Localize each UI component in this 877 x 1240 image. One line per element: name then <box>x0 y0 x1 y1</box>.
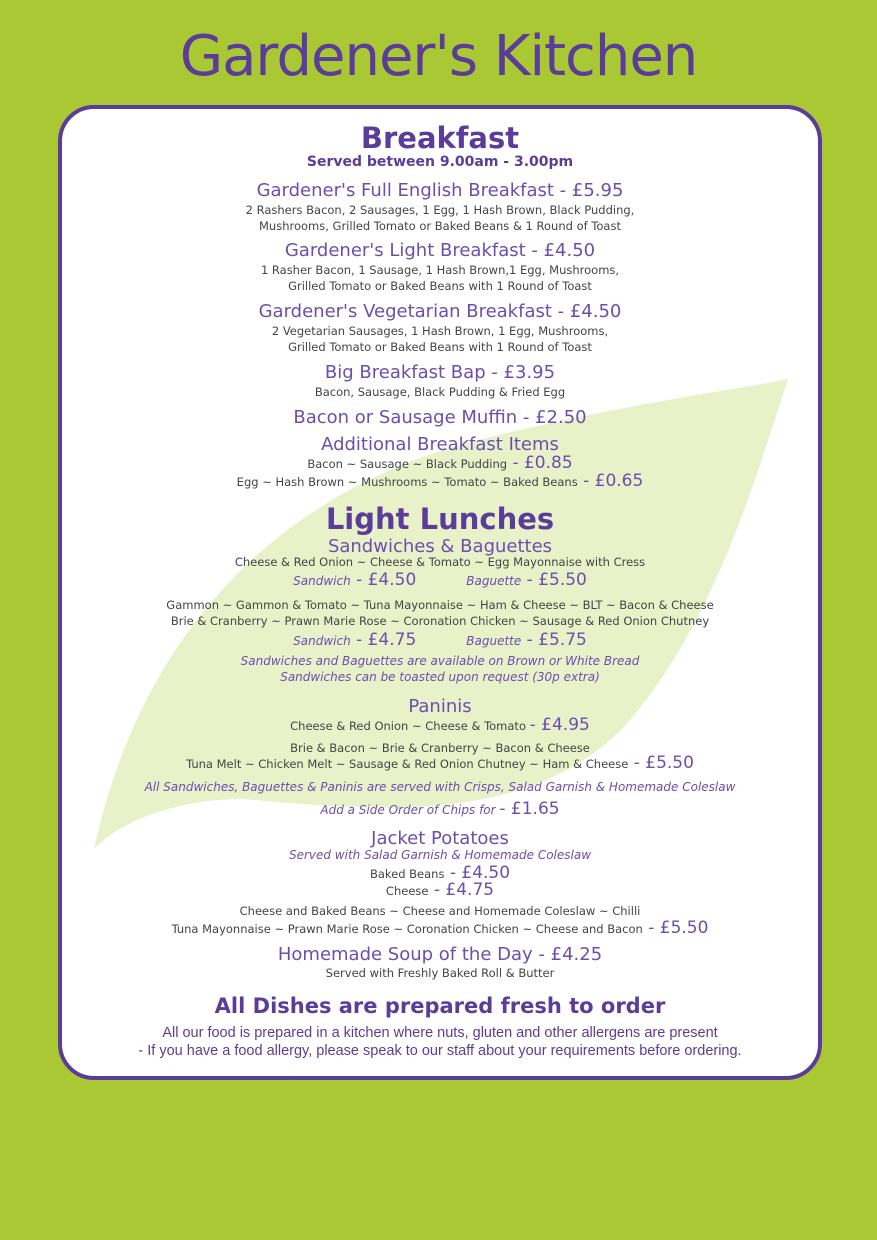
panini-row <box>62 755 818 772</box>
menu-item-title: Bacon or Sausage Muffin - £2.50 <box>293 407 587 428</box>
jacket-row <box>62 920 818 937</box>
breakfast-hours: Served between 9.00am - 3.00pm <box>306 154 574 170</box>
item-list: Cheese & Red Onion ~ Cheese & Tomato <box>290 719 530 733</box>
item-list: Tuna Mayonnaise ~ Prawn Marie Rose ~ Coronation Chicken ~ Cheese and Bacon <box>171 922 643 936</box>
menu-item-title: Big Breakfast Bap - £3.95 <box>324 362 556 383</box>
jacket-row <box>62 882 818 899</box>
additional-row <box>62 473 818 490</box>
panini-row <box>62 717 818 734</box>
sandwich-list: Cheese & Red Onion ~ Cheese & Tomato ~ Egg Mayonnaise with Cress <box>234 555 646 569</box>
menu-item-title: Gardener's Vegetarian Breakfast - £4.50 <box>258 301 622 322</box>
menu-item-desc: Bacon, Sausage, Black Pudding & Fried Egg <box>314 385 566 399</box>
sandwich-list: Brie & Cranberry ~ Prawn Marie Rose ~ Coronation Chicken ~ Sausage & Red Onion Chutney <box>170 614 710 628</box>
price: - £4.95 <box>529 715 590 735</box>
label: Sandwich <box>293 634 351 648</box>
price: - £5.75 <box>521 630 587 650</box>
price: - £0.65 <box>577 471 644 491</box>
breakfast-heading: Breakfast <box>360 121 520 155</box>
price: - £4.50 <box>444 863 511 883</box>
price-row <box>62 632 818 649</box>
menu-item-desc: 2 Rashers Bacon, 2 Sausages, 1 Egg, 1 Hash Brown, Black Pudding, <box>245 203 635 217</box>
price: - £1.65 <box>499 799 560 819</box>
menu-card <box>58 105 822 1080</box>
soup-title: Homemade Soup of the Day - £4.25 <box>277 944 603 965</box>
menu-item-desc: Grilled Tomato or Baked Beans with 1 Round of Toast <box>288 279 592 293</box>
additional-row <box>62 455 818 472</box>
price: - £4.75 <box>428 880 495 900</box>
sandwiches-heading: Sandwiches & Baguettes <box>327 536 553 557</box>
menu-item-desc: 1 Rasher Bacon, 1 Sausage, 1 Hash Brown,1 Egg, Mushrooms, <box>260 263 620 277</box>
item-list: Egg ~ Hash Brown ~ Mushrooms ~ Tomato ~ Baked Beans <box>236 475 578 489</box>
label: Sandwich <box>293 574 351 588</box>
label: Baguette <box>466 634 522 648</box>
item-list: Bacon ~ Sausage ~ Black Pudding <box>307 457 508 471</box>
additional-heading: Additional Breakfast Items <box>321 434 559 455</box>
allergen-notice: All our food is prepared in a kitchen where nuts, gluten and other allergens are present <box>162 1025 718 1041</box>
note: Sandwiches can be toasted upon request (30p extra) <box>280 670 600 684</box>
allergen-notice: - If you have a food allergy, please speak to our staff about your requirements before ordering. <box>138 1043 742 1059</box>
item: Cheese <box>385 884 429 898</box>
price: - £5.50 <box>521 570 587 590</box>
panini-list: Brie & Bacon ~ Brie & Cranberry ~ Bacon & Cheese <box>290 741 590 755</box>
price: - £4.75 <box>350 630 417 650</box>
note: Sandwiches and Baguettes are available on Brown or White Bread <box>240 654 640 668</box>
item: Baked Beans <box>369 867 445 881</box>
label: Add a Side Order of Chips for <box>320 803 500 817</box>
chips-row <box>62 801 818 818</box>
jacket-heading: Jacket Potatoes <box>371 828 509 849</box>
menu-item-title: Gardener's Light Breakfast - £4.50 <box>284 240 596 261</box>
jacket-note: Served with Salad Garnish & Homemade Coleslaw <box>288 848 592 862</box>
menu-item-title: Gardener's Full English Breakfast - £5.95 <box>256 180 624 201</box>
restaurant-title: Gardener's Kitchen <box>179 24 698 89</box>
sandwich-list: Gammon ~ Gammon & Tomato ~ Tuna Mayonnaise ~ Ham & Cheese ~ BLT ~ Bacon & Cheese <box>166 598 714 612</box>
served-note: All Sandwiches, Baguettes & Paninis are served with Crisps, Salad Garnish & Homemade Coleslaw <box>144 780 736 794</box>
soup-desc: Served with Freshly Baked Roll & Butter <box>325 966 555 980</box>
menu-item-desc: 2 Vegetarian Sausages, 1 Hash Brown, 1 Egg, Mushrooms, <box>271 324 609 338</box>
price: - £4.50 <box>350 570 417 590</box>
footer-heading: All Dishes are prepared fresh to order <box>214 994 666 1018</box>
price: - £5.50 <box>628 753 694 773</box>
menu-item-desc: Mushrooms, Grilled Tomato or Baked Beans & 1 Round of Toast <box>259 219 621 233</box>
price: - £0.85 <box>507 453 573 473</box>
paninis-heading: Paninis <box>408 696 472 717</box>
menu-item-desc: Grilled Tomato or Baked Beans with 1 Round of Toast <box>288 340 592 354</box>
jacket-list: Cheese and Baked Beans ~ Cheese and Homemade Coleslaw ~ Chilli <box>239 904 641 918</box>
label: Baguette <box>466 574 522 588</box>
item-list: Tuna Melt ~ Chicken Melt ~ Sausage & Red Onion Chutney ~ Ham & Cheese <box>186 757 629 771</box>
lunches-heading: Light Lunches <box>325 502 555 536</box>
price: - £5.50 <box>642 918 709 938</box>
price-row <box>62 572 818 589</box>
